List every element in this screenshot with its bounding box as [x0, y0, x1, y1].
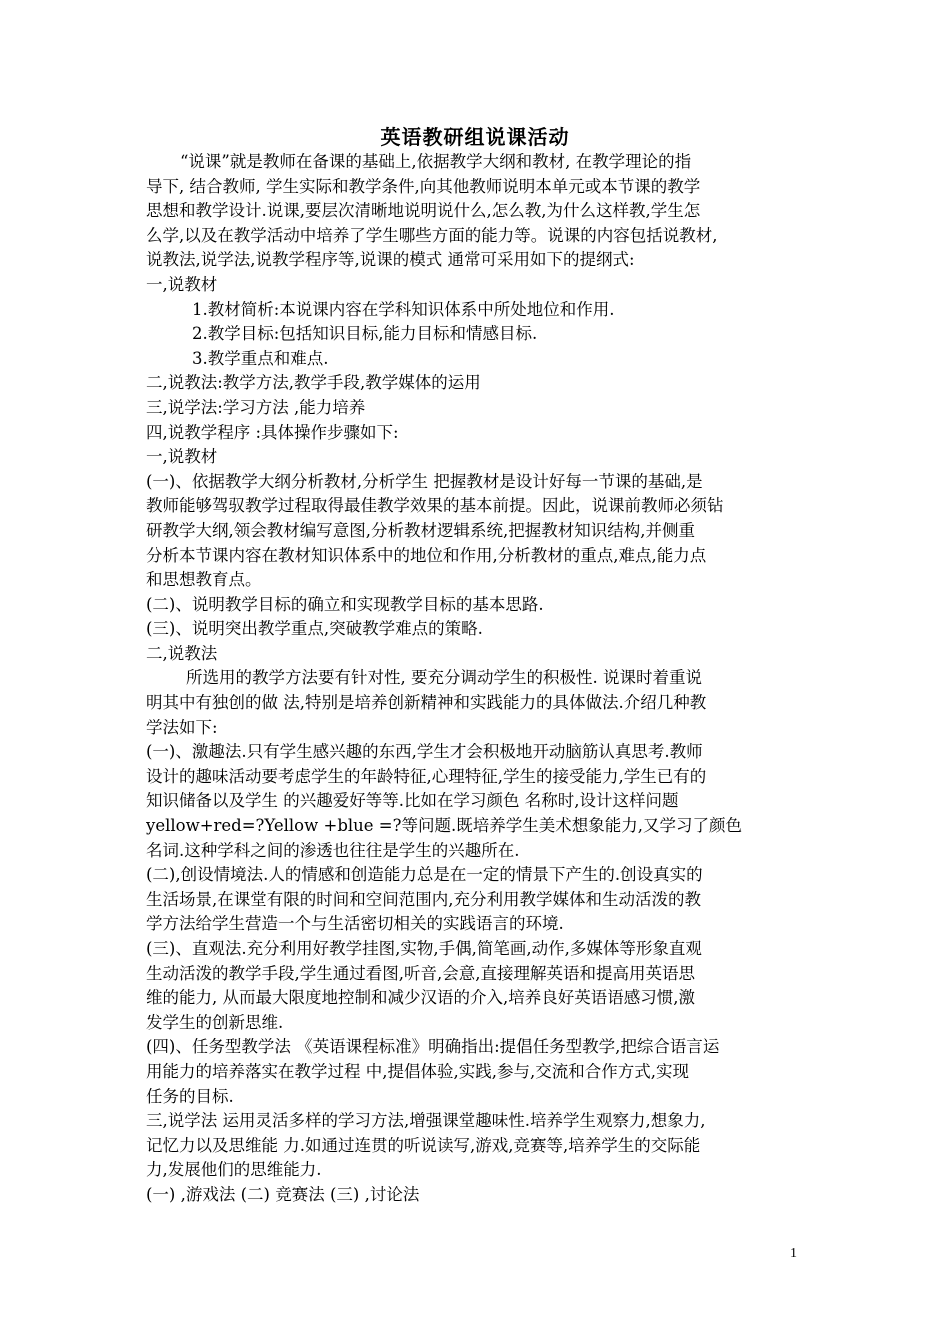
text-line: 分析本节课内容在教材知识体系中的地位和作用,分析教材的重点,难点,能力点 — [146, 545, 707, 565]
text-line: 思想和教学设计.说课,要层次清晰地说明说什么,怎么教,为什么这样教,学生怎 — [146, 201, 701, 221]
list-item: 1.教材简析:本说课内容在学科知识体系中所处地位和作用. — [192, 299, 615, 319]
text-line: 任务的目标. — [146, 1086, 234, 1106]
document-body — [146, 150, 810, 1208]
section-heading: 一,说教材 — [146, 447, 218, 467]
text-line: 三,说学法 运用灵活多样的学习方法,增强课堂趣味性.培养学生观察力,想象力, — [146, 1111, 706, 1131]
section-heading: 二,说教法 — [146, 643, 218, 663]
text-line: 研教学大纲,领会教材编写意图,分析教材逻辑系统,把握教材知识结构,并侧重 — [146, 520, 695, 540]
text-line: 维的能力, 从而最大限度地控制和减少汉语的介入,培养良好英语语感习惯,激 — [146, 988, 695, 1008]
text-line: (一)、依据教学大纲分析教材,分析学生 把握教材是设计好每一节课的基础,是 — [146, 471, 703, 491]
text-line: 生动活泼的教学手段,学生通过看图,听音,会意,直接理解英语和提高用英语思 — [146, 963, 695, 983]
text-line: 设计的趣味活动要考虑学生的年龄特征,心理特征,学生的接受能力,学生已有的 — [146, 766, 707, 786]
section-heading: 一,说教材 — [146, 274, 218, 294]
text-line: 教师能够驾驭教学过程取得最佳教学效果的基本前提。因此，说课前教师必须钻 — [146, 496, 724, 516]
text-line: 知识储备以及学生 的兴趣爱好等等.比如在学习颜色 名称时,设计这样问题 — [146, 791, 679, 811]
text-line: (一) ,游戏法 (二) 竞赛法 (三) ,讨论法 — [146, 1184, 420, 1204]
list-item: 2.教学目标:包括知识目标,能力目标和情感目标. — [192, 324, 538, 344]
text-line: yellow+red=?Yellow +blue =?等问题.既培养学生美术想象能力,又学习了颜色 — [146, 816, 742, 836]
text-line: 力,发展他们的思维能力. — [146, 1160, 322, 1180]
text-line: 记忆力以及思维能 力.如通过连贯的听说读写,游戏,竞赛等,培养学生的交际能 — [146, 1135, 701, 1155]
text-line: 发学生的创新思维. — [146, 1012, 284, 1032]
text-line: 明其中有独创的做 法,特别是培养创新精神和实践能力的具体做法.介绍几种教 — [146, 693, 707, 713]
list-item: 3.教学重点和难点. — [192, 348, 329, 368]
page-number: 1 — [790, 1246, 797, 1261]
text-line: 用能力的培养落实在教学过程 中,提倡体验,实践,参与,交流和合作方式,实现 — [146, 1061, 689, 1081]
page-title: 英语教研组说课活动 — [380, 125, 570, 149]
text-line: 生活场景,在课堂有限的时间和空间范围内,充分利用教学媒体和生动活泼的教 — [146, 889, 701, 909]
text-line: (四)、任务型教学法 《英语课程标准》明确指出:提倡任务型教学,把综合语言运 — [146, 1037, 720, 1057]
text-line: 名词.这种学科之间的渗透也往往是学生的兴趣所在. — [146, 840, 520, 860]
text-line: 学方法给学生营造一个与生活密切相关的实践语言的环境. — [146, 914, 564, 934]
text-line: 和思想教育点。 — [146, 570, 262, 590]
text-line: (二)、说明教学目标的确立和实现教学目标的基本思路. — [146, 594, 544, 614]
text-line: 说教法,说学法,说教学程序等,说课的模式 通常可采用如下的提纲式: — [146, 250, 635, 270]
text-line: (一)、激趣法.只有学生感兴趣的东西,学生才会积极地开动脑筋认真思考.教师 — [146, 742, 703, 762]
text-line: 所选用的教学方法要有针对性, 要充分调动学生的积极性. 说课时着重说 — [186, 668, 702, 688]
text-line: 导下, 结合教师, 学生实际和教学条件,向其他教师说明本单元或本节课的教学 — [146, 176, 701, 196]
text-line: 学法如下: — [146, 717, 218, 737]
text-line: 么学,以及在教学活动中培养了学生哪些方面的能力等。说课的内容包括说教材, — [146, 225, 718, 245]
section-heading: 三,说学法:学习方法 ,能力培养 — [146, 397, 366, 417]
text-line: (三)、直观法.充分利用好教学挂图,实物,手偶,简笔画,动作,多媒体等形象直观 — [146, 939, 702, 958]
text-line: (二),创设情境法.人的情感和创造能力总是在一定的情景下产生的.创设真实的 — [146, 865, 703, 885]
text-line: (三)、说明突出教学重点,突破教学难点的策略. — [146, 619, 483, 639]
section-heading: 二,说教法:教学方法,教学手段,教学媒体的运用 — [146, 373, 481, 393]
section-heading: 四,说教学程序 :具体操作步骤如下: — [146, 422, 399, 442]
text-line: “说课”就是教师在备课的基础上,依据教学大纲和教材, 在教学理论的指 — [180, 152, 692, 171]
